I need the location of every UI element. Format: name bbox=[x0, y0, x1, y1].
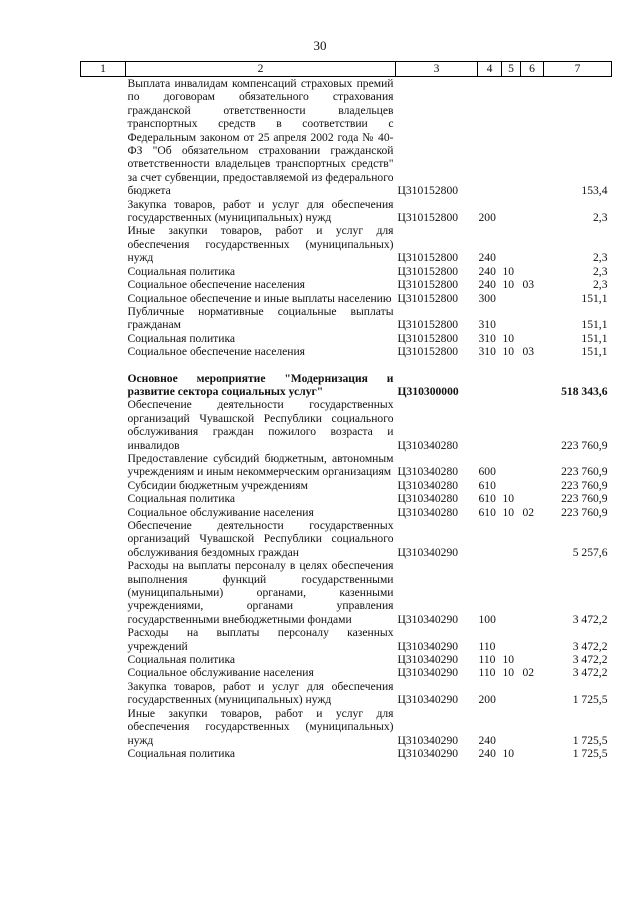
row-sum-cell: 151,1 bbox=[581, 331, 608, 345]
row-subsection-cell bbox=[521, 653, 544, 666]
row-sum-cell: 2,3 bbox=[593, 264, 608, 278]
row-name-cell: Социальное обеспечение населения bbox=[127, 345, 306, 359]
row-code-cell: Ц310340280 bbox=[397, 505, 459, 519]
table-row bbox=[81, 680, 612, 707]
row-name-cell: Социальная политика bbox=[127, 331, 236, 345]
row-section-cell: 10 bbox=[502, 278, 515, 292]
row-subsection-cell bbox=[521, 559, 544, 626]
row-subsection-cell bbox=[521, 372, 544, 399]
row-section-cell bbox=[502, 452, 521, 479]
row-code-cell: Ц310340290 bbox=[397, 545, 459, 559]
row-sum-cell: 5 257,6 bbox=[572, 545, 608, 559]
table-row bbox=[81, 559, 612, 626]
row-name-cell: Публичные нормативные социальные выплаты гражданам bbox=[127, 304, 394, 332]
row-section-cell bbox=[502, 305, 521, 332]
row-name-cell: Социальное обеспечение и иные выплаты населению bbox=[127, 291, 392, 305]
row-number-cell bbox=[81, 224, 126, 264]
row-sum-cell: 223 760,9 bbox=[561, 438, 608, 452]
table-row bbox=[81, 626, 612, 653]
spacer-row bbox=[81, 359, 612, 372]
row-sum-cell: 223 760,9 bbox=[561, 465, 608, 479]
row-code-cell: Ц310340280 bbox=[397, 465, 459, 479]
row-subsection-cell bbox=[521, 292, 544, 305]
row-number-cell bbox=[81, 305, 126, 332]
row-number-cell bbox=[81, 506, 126, 519]
row-sum-cell: 518 343,6 bbox=[561, 384, 608, 398]
row-name-cell: Субсидии бюджетным учреждениям bbox=[127, 478, 308, 492]
table-row bbox=[81, 747, 612, 760]
budget-table bbox=[80, 61, 612, 760]
table-row bbox=[81, 398, 612, 452]
table-row bbox=[81, 305, 612, 332]
row-name-cell: Социальное обеспечение населения bbox=[127, 278, 306, 292]
row-code-cell: Ц310152800 bbox=[397, 264, 459, 278]
row-sum-cell: 153,4 bbox=[581, 184, 608, 198]
row-name-cell: Социальная политика bbox=[127, 746, 236, 760]
row-section-cell bbox=[502, 198, 521, 225]
row-number-cell bbox=[81, 452, 126, 479]
table-row bbox=[81, 278, 612, 291]
spacer-cell bbox=[81, 359, 612, 372]
row-section-cell bbox=[502, 680, 521, 707]
table-row bbox=[81, 198, 612, 225]
row-code-cell: Ц310340280 bbox=[397, 478, 459, 492]
column-header: 4 bbox=[478, 62, 502, 77]
column-header: 3 bbox=[396, 62, 478, 77]
table-row bbox=[81, 77, 612, 198]
row-section-cell bbox=[502, 707, 521, 747]
row-subsection-cell: 03 bbox=[522, 278, 535, 292]
row-name-cell: Иные закупки товаров, работ и услуг для обеспечения государственных (муниципальных) нужд bbox=[127, 706, 394, 747]
row-sum-cell: 3 472,2 bbox=[572, 666, 608, 680]
row-subsection-cell bbox=[521, 492, 544, 505]
table-row bbox=[81, 519, 612, 559]
table-row bbox=[81, 292, 612, 305]
row-code-cell: Ц310340280 bbox=[397, 438, 459, 452]
header-row bbox=[81, 62, 612, 77]
row-name-cell: Выплата инвалидам компенсаций страховых премий по договорам обязательного страхования гражданской ответственности владельцев транспортных средств в соответствии с Федеральным законом от 25 апреля 2002 года № 40-ФЗ "Об обязательном страховании гражданской ответственности владельцев транспортных средств" за счет субвенции, предоставляемой из федерального бюджета bbox=[127, 77, 394, 198]
row-number-cell bbox=[81, 626, 126, 653]
row-section-cell: 10 bbox=[502, 331, 515, 345]
row-expense-type-cell: 200 bbox=[478, 693, 496, 707]
row-subsection-cell bbox=[521, 398, 544, 452]
row-expense-type-cell: 240 bbox=[478, 264, 496, 278]
row-expense-type-cell: 240 bbox=[478, 733, 496, 747]
row-section-cell: 10 bbox=[502, 264, 515, 278]
table-row bbox=[81, 345, 612, 358]
row-name-cell: Основное мероприятие "Модернизация и развитие сектора социальных услуг" bbox=[127, 371, 394, 398]
row-section-cell bbox=[502, 519, 521, 559]
row-expense-type-cell: 200 bbox=[478, 211, 496, 225]
row-expense-type-cell: 610 bbox=[478, 492, 496, 506]
row-subsection-cell bbox=[521, 479, 544, 492]
row-section-cell bbox=[502, 372, 521, 399]
row-subsection-cell: 03 bbox=[522, 345, 535, 359]
row-sum-cell: 2,3 bbox=[593, 278, 608, 292]
row-subsection-cell: 02 bbox=[522, 505, 535, 519]
row-sum-cell: 2,3 bbox=[593, 211, 608, 225]
row-expense-type-cell: 610 bbox=[478, 478, 496, 492]
row-number-cell bbox=[81, 707, 126, 747]
row-expense-type-cell: 240 bbox=[478, 278, 496, 292]
row-number-cell bbox=[81, 77, 126, 198]
table-row bbox=[81, 707, 612, 747]
row-name-cell: Социальная политика bbox=[127, 492, 236, 506]
row-sum-cell: 151,1 bbox=[581, 318, 608, 332]
row-expense-type-cell: 240 bbox=[478, 746, 496, 760]
row-name-cell: Социальное обслуживание населения bbox=[127, 666, 314, 680]
row-number-cell bbox=[81, 666, 126, 679]
page-number: 30 bbox=[313, 38, 327, 53]
row-name-cell: Обеспечение деятельности государственных организаций Чувашской Республики социального обслуживания граждан пожилого возраста и инвалидов bbox=[127, 398, 394, 452]
row-section-cell bbox=[502, 292, 521, 305]
row-code-cell: Ц310152800 bbox=[397, 251, 459, 265]
row-subsection-cell: 02 bbox=[522, 666, 535, 680]
row-sum-cell: 1 725,5 bbox=[572, 746, 608, 760]
row-code-cell: Ц310152800 bbox=[397, 331, 459, 345]
row-expense-type-cell bbox=[478, 77, 502, 198]
row-code-cell: Ц310340290 bbox=[397, 653, 459, 667]
row-number-cell bbox=[81, 559, 126, 626]
row-expense-type-cell bbox=[478, 372, 502, 399]
row-code-cell: Ц310340290 bbox=[397, 639, 459, 653]
table-row bbox=[81, 492, 612, 505]
row-expense-type-cell bbox=[478, 519, 502, 559]
row-section-cell bbox=[502, 224, 521, 264]
table-row bbox=[81, 265, 612, 278]
table-header bbox=[81, 62, 612, 77]
row-subsection-cell bbox=[521, 519, 544, 559]
table-row bbox=[81, 666, 612, 679]
row-code-cell: Ц310152800 bbox=[397, 318, 459, 332]
row-code-cell: Ц310152800 bbox=[397, 278, 459, 292]
row-expense-type-cell: 300 bbox=[478, 291, 496, 305]
row-subsection-cell bbox=[521, 198, 544, 225]
row-section-cell bbox=[502, 479, 521, 492]
row-section-cell bbox=[502, 398, 521, 452]
table-row bbox=[81, 372, 612, 399]
row-code-cell: Ц310152800 bbox=[397, 345, 459, 359]
row-number-cell bbox=[81, 492, 126, 505]
table-row bbox=[81, 332, 612, 345]
row-sum-cell: 151,1 bbox=[581, 345, 608, 359]
column-header: 6 bbox=[521, 62, 544, 77]
row-number-cell bbox=[81, 519, 126, 559]
column-header: 1 bbox=[81, 62, 126, 77]
row-number-cell bbox=[81, 479, 126, 492]
row-expense-type-cell: 610 bbox=[478, 505, 496, 519]
row-sum-cell: 2,3 bbox=[593, 251, 608, 265]
row-expense-type-cell: 100 bbox=[478, 612, 496, 626]
row-name-cell: Закупка товаров, работ и услуг для обеспечения государственных (муниципальных) нужд bbox=[127, 679, 394, 707]
row-sum-cell: 223 760,9 bbox=[561, 478, 608, 492]
table-body bbox=[81, 77, 612, 761]
row-name-cell: Социальное обслуживание населения bbox=[127, 505, 314, 519]
row-subsection-cell bbox=[521, 707, 544, 747]
row-subsection-cell bbox=[521, 265, 544, 278]
row-sum-cell: 3 472,2 bbox=[572, 653, 608, 667]
row-subsection-cell bbox=[521, 747, 544, 760]
row-sum-cell: 223 760,9 bbox=[561, 505, 608, 519]
row-number-cell bbox=[81, 278, 126, 291]
table-row bbox=[81, 452, 612, 479]
row-subsection-cell bbox=[521, 452, 544, 479]
row-name-cell: Расходы на выплаты персоналу в целях обеспечения выполнения функций государственными (муниципальными) органами, казенными учреждениями, органами управления государственными внебюджетными фондами bbox=[127, 559, 394, 626]
row-sum-cell: 1 725,5 bbox=[572, 733, 608, 747]
row-code-cell: Ц310340280 bbox=[397, 492, 459, 506]
row-name-cell: Предоставление субсидий бюджетным, автономным учреждениям и иным некоммерческим организациям bbox=[127, 451, 394, 479]
row-subsection-cell bbox=[521, 224, 544, 264]
column-header: 7 bbox=[544, 62, 612, 77]
row-section-cell bbox=[502, 626, 521, 653]
row-sum-cell: 1 725,5 bbox=[572, 693, 608, 707]
row-number-cell bbox=[81, 398, 126, 452]
row-expense-type-cell: 110 bbox=[478, 639, 496, 653]
row-name-cell: Социальная политика bbox=[127, 653, 236, 667]
column-header: 2 bbox=[126, 62, 396, 77]
row-number-cell bbox=[81, 265, 126, 278]
table-row bbox=[81, 479, 612, 492]
row-code-cell: Ц310152800 bbox=[397, 184, 459, 198]
row-expense-type-cell bbox=[478, 398, 502, 452]
row-name-cell: Закупка товаров, работ и услуг для обеспечения государственных (муниципальных) нужд bbox=[127, 197, 394, 225]
row-code-cell: Ц310152800 bbox=[397, 291, 459, 305]
row-subsection-cell bbox=[521, 626, 544, 653]
row-expense-type-cell: 240 bbox=[478, 251, 496, 265]
row-code-cell: Ц310340290 bbox=[397, 733, 459, 747]
table-row bbox=[81, 506, 612, 519]
row-subsection-cell bbox=[521, 332, 544, 345]
row-number-cell bbox=[81, 747, 126, 760]
row-section-cell: 10 bbox=[502, 746, 515, 760]
row-name-cell: Иные закупки товаров, работ и услуг для обеспечения государственных (муниципальных) нужд bbox=[127, 224, 394, 265]
row-number-cell bbox=[81, 680, 126, 707]
row-subsection-cell bbox=[521, 77, 544, 198]
column-header: 5 bbox=[502, 62, 521, 77]
row-section-cell bbox=[502, 77, 521, 198]
row-subsection-cell bbox=[521, 305, 544, 332]
row-number-cell bbox=[81, 345, 126, 358]
row-code-cell: Ц310300000 bbox=[397, 384, 459, 398]
row-section-cell: 10 bbox=[502, 505, 515, 519]
row-expense-type-cell: 310 bbox=[478, 318, 496, 332]
row-sum-cell: 3 472,2 bbox=[572, 639, 608, 653]
row-number-cell bbox=[81, 292, 126, 305]
row-number-cell bbox=[81, 198, 126, 225]
row-expense-type-cell: 110 bbox=[478, 666, 496, 680]
table-row bbox=[81, 224, 612, 264]
row-section-cell: 10 bbox=[502, 492, 515, 506]
row-expense-type-cell: 110 bbox=[478, 653, 496, 667]
row-sum-cell: 151,1 bbox=[581, 291, 608, 305]
table-row bbox=[81, 653, 612, 666]
row-section-cell: 10 bbox=[502, 666, 515, 680]
row-name-cell: Расходы на выплаты персоналу казенных учреждений bbox=[127, 626, 394, 653]
row-sum-cell: 3 472,2 bbox=[572, 612, 608, 626]
row-code-cell: Ц310340290 bbox=[397, 746, 459, 760]
row-expense-type-cell: 310 bbox=[478, 331, 496, 345]
row-subsection-cell bbox=[521, 680, 544, 707]
row-section-cell: 10 bbox=[502, 653, 515, 667]
row-code-cell: Ц310340290 bbox=[397, 666, 459, 680]
row-number-cell bbox=[81, 372, 126, 399]
row-expense-type-cell: 310 bbox=[478, 345, 496, 359]
row-expense-type-cell: 600 bbox=[478, 465, 496, 479]
row-code-cell: Ц310340290 bbox=[397, 693, 459, 707]
row-name-cell: Обеспечение деятельности государственных организаций Чувашской Республики социального обслуживания бездомных граждан bbox=[127, 519, 394, 559]
row-number-cell bbox=[81, 653, 126, 666]
row-name-cell: Социальная политика bbox=[127, 264, 236, 278]
row-code-cell: Ц310152800 bbox=[397, 211, 459, 225]
row-section-cell bbox=[502, 559, 521, 626]
row-section-cell: 10 bbox=[502, 345, 515, 359]
row-sum-cell: 223 760,9 bbox=[561, 492, 608, 506]
row-code-cell: Ц310340290 bbox=[397, 612, 459, 626]
row-number-cell bbox=[81, 332, 126, 345]
